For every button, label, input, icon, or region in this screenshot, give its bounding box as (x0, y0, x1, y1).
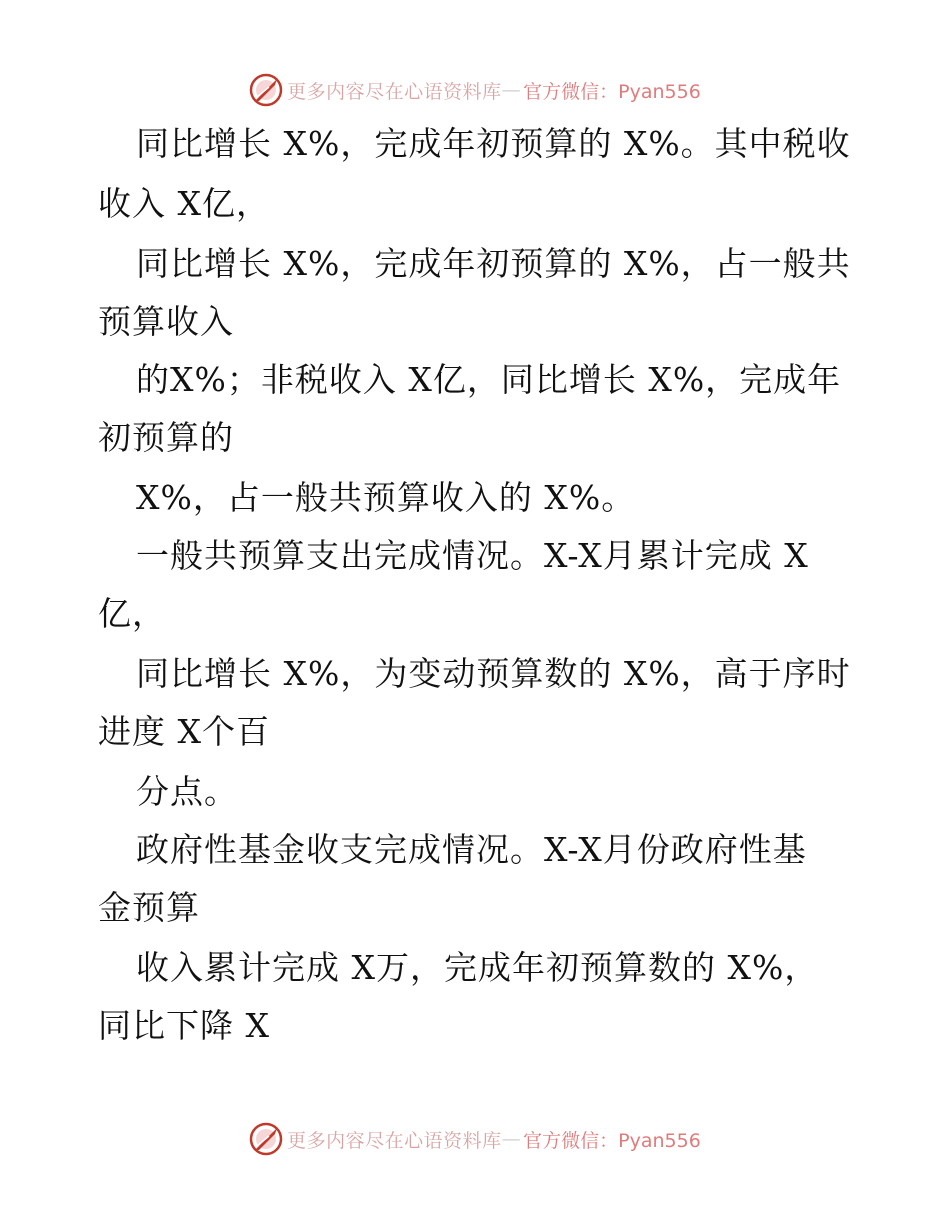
body-line: 收入 X亿， (98, 184, 270, 223)
header-banner (0, 70, 950, 110)
body-line: 政府性基金收支完成情况。X-X月份政府性基 (136, 830, 807, 869)
body-line: 收入累计完成 X万，完成年初预算数的 X%， (136, 948, 819, 987)
quill-logo-icon (249, 1122, 283, 1156)
body-line: 同比增长 X%，为变动预算数的 X%，高于序时 (136, 654, 851, 693)
banner-wechat: 官方微信：Pyan556 (523, 80, 701, 103)
body-line: 初预算的 (98, 418, 234, 457)
body-line: 同比下降 X (98, 1006, 270, 1045)
banner-wechat: 官方微信：Pyan556 (523, 1129, 701, 1152)
quill-logo-icon (249, 73, 283, 107)
body-line: 金预算 (98, 888, 200, 927)
body-line: 的X%；非税收入 X亿，同比增长 X%，完成年 (136, 360, 842, 399)
body-line: 同比增长 X%，完成年初预算的 X%，占一般共 (136, 244, 851, 283)
body-line: 预算收入 (98, 302, 234, 341)
banner-title: 更多内容尽在心语资料库 (287, 1129, 502, 1152)
body-line: 一般共预算支出完成情况。X-X月累计完成 X (136, 536, 809, 575)
body-line: 同比增长 X%，完成年初预算的 X%。其中税收 (136, 124, 851, 163)
body-line: 进度 X个百 (98, 712, 270, 751)
body-line: 亿， (98, 594, 166, 633)
body-line: X%，占一般共预算收入的 X%。 (136, 478, 636, 517)
banner-title: 更多内容尽在心语资料库 (287, 80, 502, 103)
body-line: 分点。 (136, 772, 238, 811)
footer-banner (0, 1119, 950, 1159)
banner-separator: — (501, 1128, 522, 1150)
banner-separator: — (501, 79, 522, 101)
